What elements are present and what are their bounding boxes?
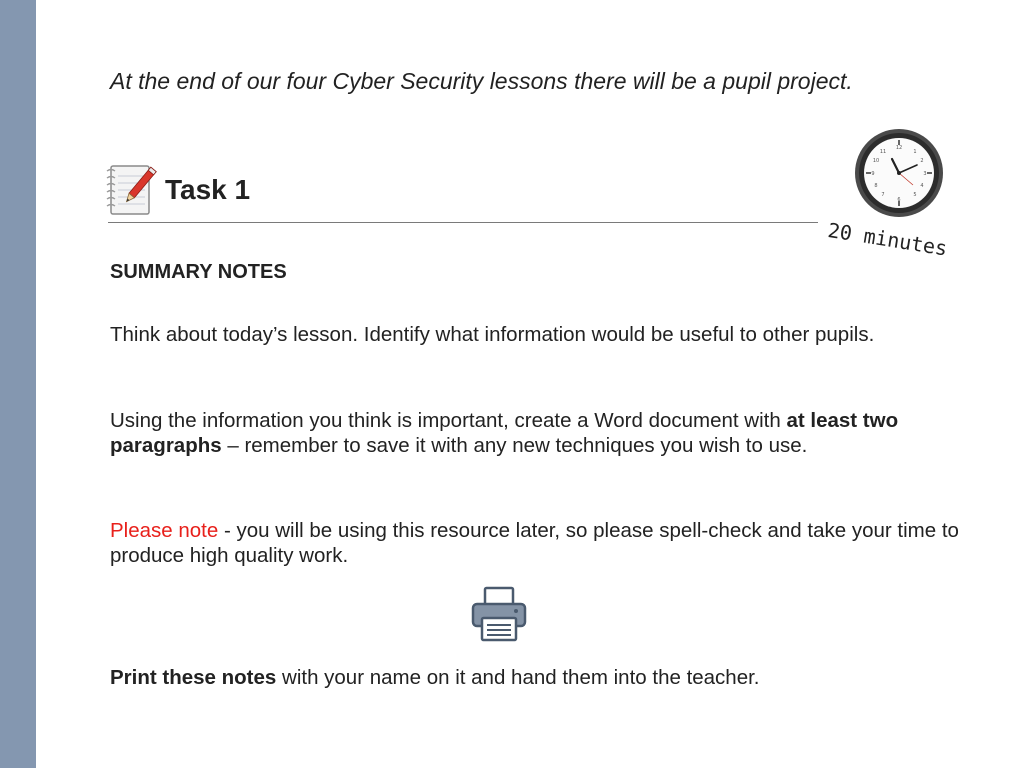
paragraph-text: Think about today’s lesson. Identify what information would be useful to other pupils. <box>110 323 875 346</box>
emphasis-text: Print these notes <box>110 666 277 689</box>
svg-text:10: 10 <box>872 158 880 164</box>
svg-text:6: 6 <box>897 197 901 203</box>
task-divider <box>108 222 818 223</box>
instruction-paragraph-2 <box>110 408 970 458</box>
svg-text:5: 5 <box>913 192 917 198</box>
notepad-pencil-icon <box>103 162 157 218</box>
paragraph-text: - you will be using this resource later, so please spell-check and take your time to produce high quality work. <box>110 519 959 567</box>
svg-text:1: 1 <box>913 149 917 155</box>
section-heading: SUMMARY NOTES <box>110 261 287 283</box>
side-accent-bar <box>0 0 36 768</box>
svg-text:2: 2 <box>920 158 924 164</box>
svg-text:3: 3 <box>923 171 927 177</box>
paragraph-text: – remember to save it with any new techniques you wish to use. <box>221 434 808 457</box>
svg-text:7: 7 <box>881 192 885 198</box>
emphasis-text: at least two paragraphs <box>110 409 899 457</box>
timer-label: 20 minutes <box>826 218 949 261</box>
wall-clock-icon <box>853 127 945 219</box>
intro-text: At the end of our four Cyber Security lessons there will be a pupil project. <box>110 68 853 94</box>
printer-icon <box>470 586 528 642</box>
svg-text:12: 12 <box>895 145 903 151</box>
print-instruction-paragraph <box>110 665 970 690</box>
note-paragraph <box>110 518 970 568</box>
svg-text:9: 9 <box>871 171 875 177</box>
svg-text:8: 8 <box>874 183 878 189</box>
task-title: Task 1 <box>165 174 251 205</box>
svg-text:4: 4 <box>920 183 924 189</box>
note-label: Please note <box>110 519 219 542</box>
paragraph-text: with your name on it and hand them into the teacher. <box>276 666 760 689</box>
instruction-paragraph-1 <box>110 322 970 347</box>
paragraph-text: Using the information you think is important, create a Word document with <box>110 409 787 432</box>
svg-text:11: 11 <box>879 149 887 155</box>
